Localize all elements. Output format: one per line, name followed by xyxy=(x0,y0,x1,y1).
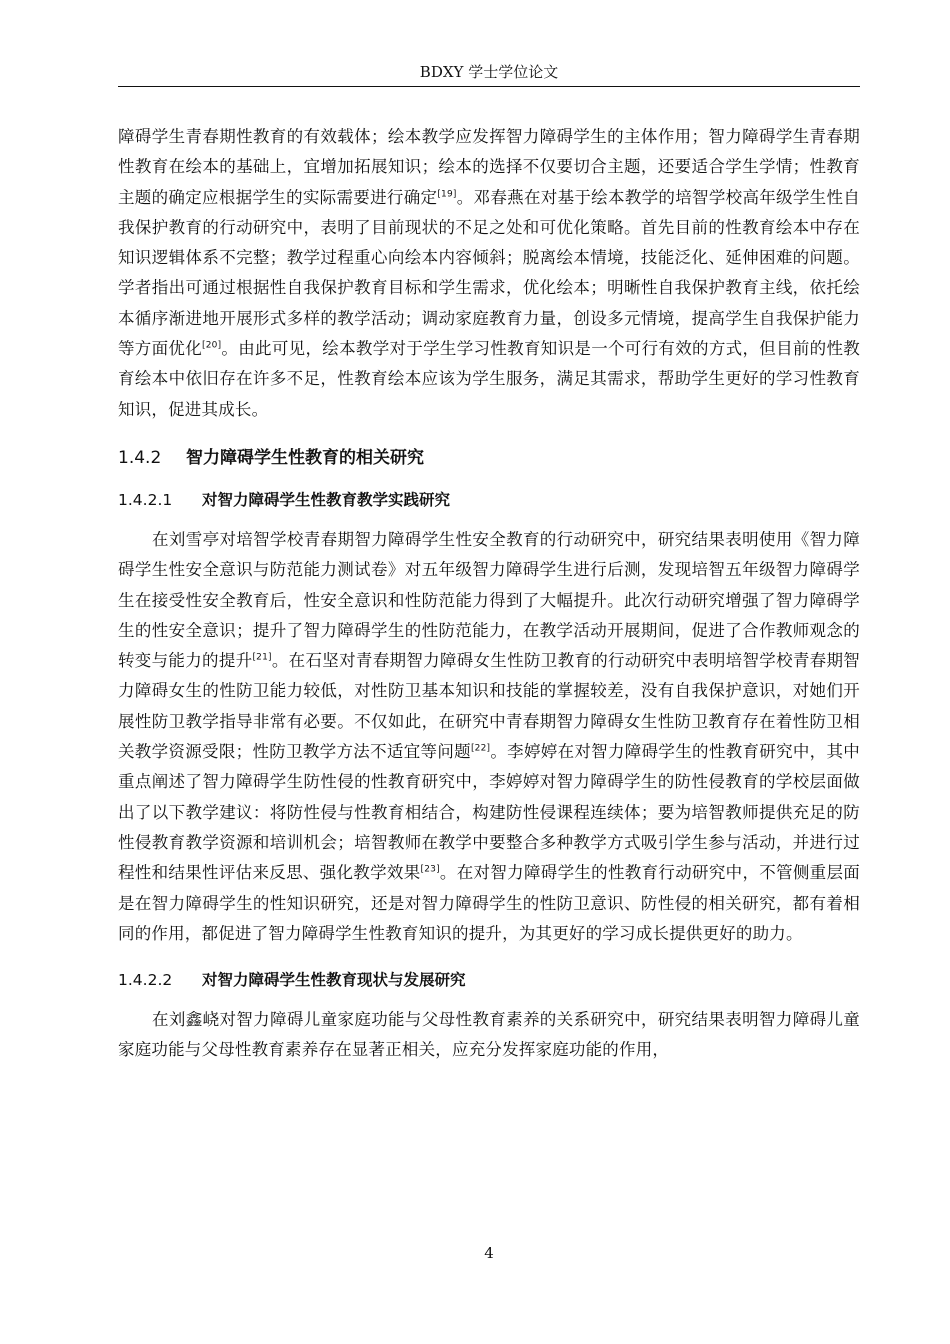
section-number: 1.4.2 xyxy=(118,447,162,468)
citation: [20] xyxy=(202,340,222,351)
paragraph-2 xyxy=(118,525,860,949)
text: 。在对智力障碍学生的性教育行动研究中，不管侧重层面是在智力障碍学生的性知识研究，还是对智力障碍学生的性防卫意识、防性侵的相关研究，都有着相同的作用，都促进了智力障碍学生性教育知识的提升，为其更好的学习成长提供更好的助力。 xyxy=(118,863,860,943)
text: 在刘雪亭对培智学校青春期智力障碍学生性安全教育的行动研究中，研究结果表明使用《智力障碍学生性安全意识与防范能力测试卷》对五年级智力障碍学生进行后测，发现培智五年级智力障碍学生在接受性安全教育后，性安全意识和性防范能力得到了大幅提升。此次行动研究增强了智力障碍学生的性安全意识；提升了智力障碍学生的性防范能力，在教学活动开展期间，促进了合作教师观念的转变与能力的提升 xyxy=(118,529,860,671)
text: 。在石坚对青春期智力障碍女生性防卫教育的行动研究中表明培智学校青春期智力障碍女生的性防卫能力较低，对性防卫基本知识和技能的掌握较差，没有自我保护意识，对她们开展性防卫教学指导非常有必要。不仅如此，在研究中青春期智力障碍女生性防卫教育存在着性防卫相关教学资源受限；性防卫教学方法不适宜等问题 xyxy=(118,651,861,762)
section-number: 1.4.2.2 xyxy=(118,971,173,990)
page-body xyxy=(118,122,860,1066)
paragraph-1 xyxy=(118,122,860,425)
section-title: 智力障碍学生性教育的相关研究 xyxy=(186,447,424,468)
running-header: BDXY 学士学位论文 xyxy=(419,63,559,81)
text: 在刘鑫峣对智力障碍儿童家庭功能与父母性教育素养的关系研究中，研究结果表明智力障碍儿童家庭功能与父母性教育素养存在显著正相关，应充分发挥家庭功能的作用， xyxy=(118,1010,860,1060)
citation: [22] xyxy=(470,743,491,754)
section-number: 1.4.2.1 xyxy=(118,490,173,509)
section-title: 对智力障碍学生性教育现状与发展研究 xyxy=(202,971,466,990)
text: 。由此可见，绘本教学对于学生学习性教育知识是一个可行有效的方式，但目前的性教育绘本中依旧存在许多不足，性教育绘本应该为学生服务，满足其需求，帮助学生更好的学习性教育知识，促进其成长。 xyxy=(118,339,861,419)
header-rule xyxy=(118,86,860,87)
citation: [19] xyxy=(437,189,457,200)
section-title: 对智力障碍学生性教育教学实践研究 xyxy=(202,490,451,509)
text: 。李婷婷在对智力障碍学生的性教育研究中，其中重点阐述了智力障碍学生防性侵的性教育研究中，李婷婷对智力障碍学生的防性侵教育的学校层面做出了以下教学建议：将防性侵与性教育相结合，构建防性侵课程连续体；要为培智教师提供充足的防性侵教育教学资源和培训机会；培智教师在教学中要整合多种教学方式吸引学生参与活动，并进行过程性和结果性评估来反思、强化教学效果 xyxy=(118,742,860,883)
paragraph-3 xyxy=(118,1005,860,1066)
section-heading-1-4-2-1 xyxy=(118,487,860,513)
section-heading-1-4-2-2 xyxy=(118,967,860,993)
citation: [23] xyxy=(420,864,440,875)
citation: [21] xyxy=(252,652,272,663)
page-number: 4 xyxy=(484,1244,494,1262)
text: 。邓春燕在对基于绘本教学的培智学校高年级学生性自我保护教育的行动研究中，表明了目前现状的不足之处和可优化策略。首先目前的性教育绘本中存在知识逻辑体系不完整；教学过程重心向绘本内容倾斜；脱离绘本情境，技能泛化、延伸困难的问题。学者指出可通过根据性自我保护教育目标和学生需求，优化绘本；明晰性自我保护教育主线，依托绘本循序渐进地开展形式多样的教学活动；调动家庭教育力量，创设多元情境，提高学生自我保护能力等方面优化 xyxy=(118,187,860,359)
section-heading-1-4-2 xyxy=(118,445,860,471)
text: 障碍学生青春期性教育的有效载体；绘本教学应发挥智力障碍学生的主体作用；智力障碍学生青春期性教育在绘本的基础上，宜增加拓展知识；绘本的选择不仅要切合主题，还要适合学生学情；性教育主题的确定应根据学生的实际需要进行确定 xyxy=(118,127,860,207)
